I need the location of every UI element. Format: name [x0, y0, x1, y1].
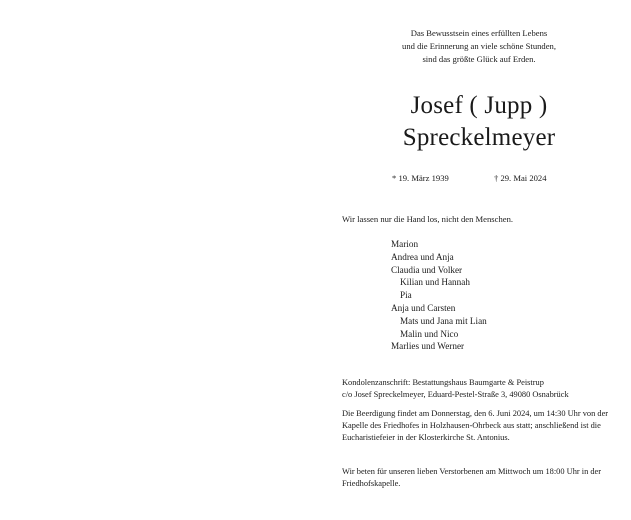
deceased-first-name: Josef ( Jupp )	[410, 92, 548, 119]
motto-line: und die Erinnerung an viele schöne Stunden,	[402, 41, 556, 51]
mourner-item: Marlies und Werner	[391, 341, 465, 352]
mourner-item: Malin und Nico	[400, 328, 459, 339]
obituary-notice	[339, 0, 619, 520]
mourner-item: Mats und Jana mit Lian	[400, 315, 487, 326]
motto	[339, 27, 619, 66]
mourner-item: Andrea und Anja	[391, 251, 454, 262]
mourner-item: Pia	[400, 290, 412, 301]
condolence-address	[342, 377, 618, 401]
motto-line: Das Bewusstsein eines erfüllten Lebens	[410, 28, 548, 38]
condolence-line: Kondolenzanschrift: Bestattungshaus Baumgarte & Peistrup	[342, 378, 544, 387]
farewell-quote: Wir lassen nur die Hand los, nicht den Menschen.	[342, 214, 514, 224]
condolence-line: c/o Josef Spreckelmeyer, Eduard-Pestel-Straße 3, 49080 Osnabrück	[342, 390, 569, 400]
mourner-item: Anja und Carsten	[391, 302, 456, 313]
funeral-info	[342, 408, 618, 445]
deceased-last-name: Spreckelmeyer	[402, 124, 556, 151]
birth-date: * 19. März 1939	[392, 173, 449, 183]
funeral-text: Die Beerdigung findet am Donnerstag, den 6. Juni 2024, um 14:30 Uhr von der Kapelle des Friedhofes in Holzhausen-Ohrbeck aus statt; anschließend ist die Eucharistiefeier in der Klosterkirche St. Antonius.	[342, 409, 609, 443]
mourner-item: Kilian und Hannah	[400, 277, 470, 288]
motto-line: sind das größte Glück auf Erden.	[422, 54, 536, 64]
prayer-text: Wir beten für unseren lieben Verstorbenen am Mittwoch um 18:00 Uhr in der Friedhofskapelle.	[342, 467, 602, 489]
death-date: † 29. Mai 2024	[494, 173, 547, 183]
prayer-info	[342, 466, 618, 490]
mourner-item: Claudia und Volker	[391, 264, 463, 275]
deceased-name	[339, 90, 619, 154]
mourner-item: Marion	[391, 239, 419, 249]
mourners-list	[391, 238, 487, 353]
